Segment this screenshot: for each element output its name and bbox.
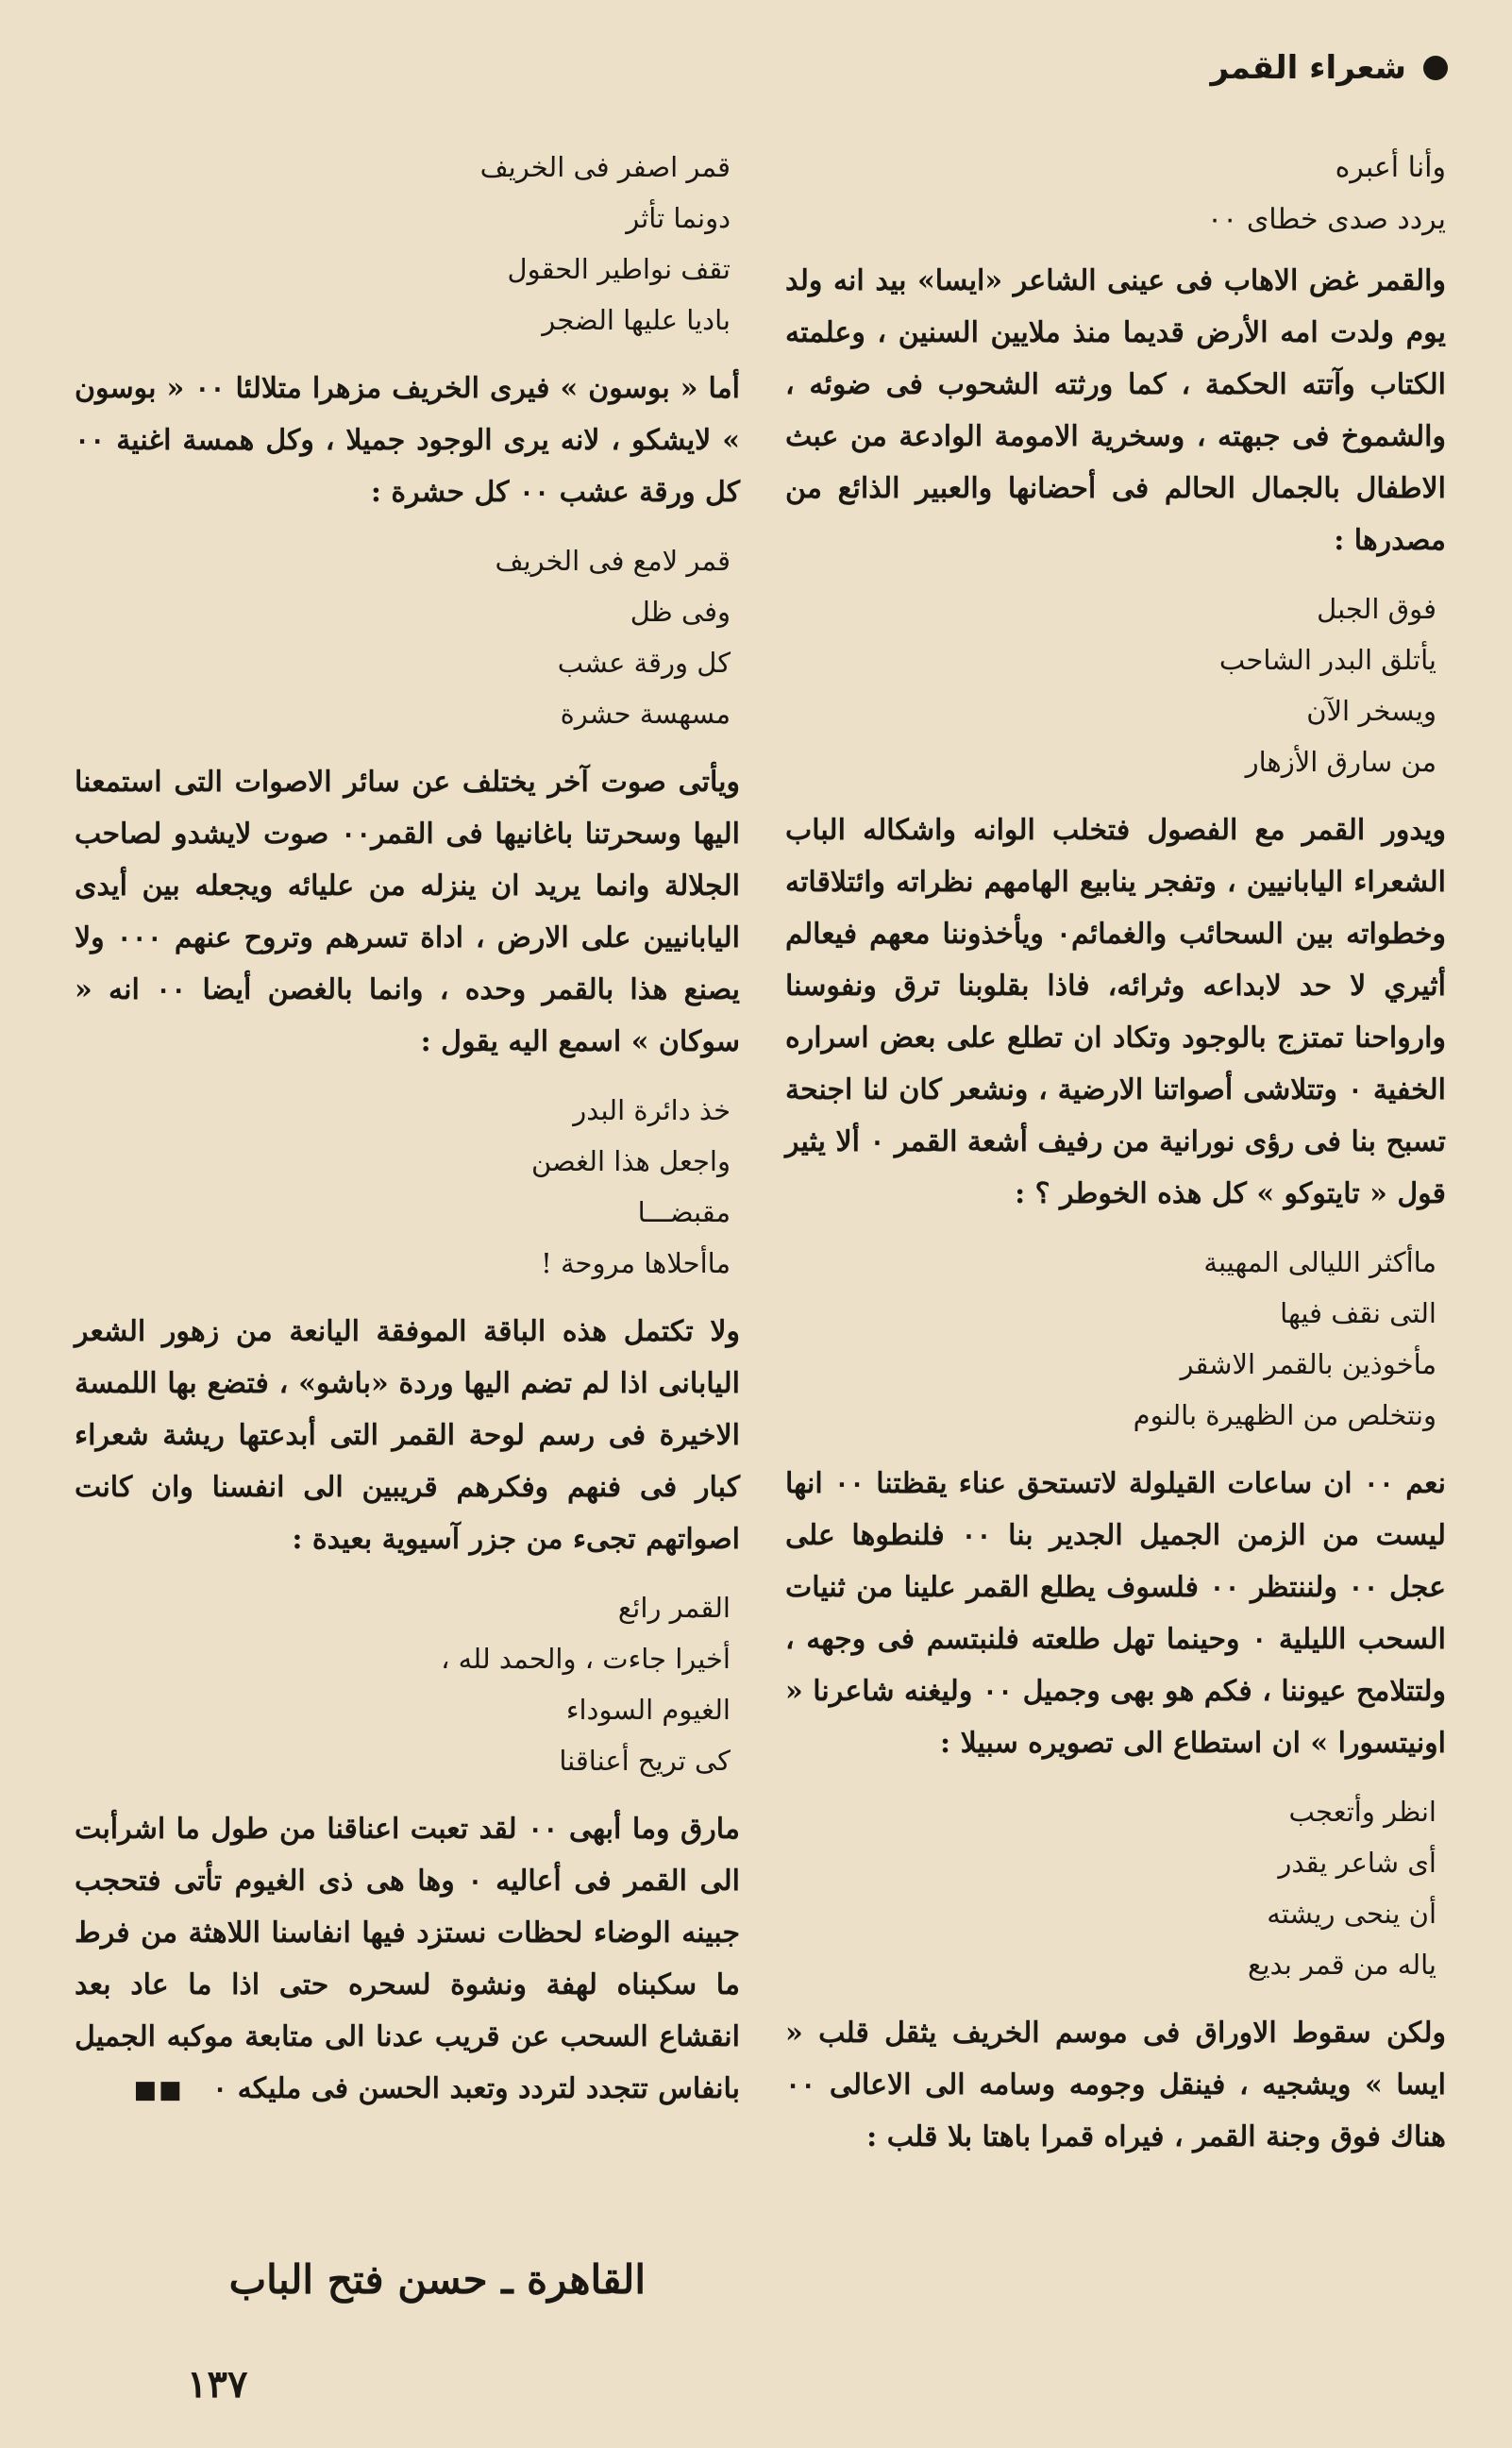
- verse-line: يأتلق البدر الشاحب: [1218, 644, 1436, 676]
- paragraph: والقمر غض الاهاب فى عينى الشاعر «ايسا» بيد انه ولد يوم ولدت امه الأرض قديما منذ ملايين السنين ، وعلمته الكتاب وآتته الحكمة ، كما ورثته الشحوب فى ضوئه ، والشموخ فى جبهته ، وسخرية الامومة الوادعة من عبث الاطفال بالجمال الحالم فى أحضانها والعبير الذائع من مصدرها :: [785, 264, 1447, 557]
- verse-line: ماأكثر الليالى المهيبة: [1203, 1246, 1436, 1278]
- verse-line: فوق الجبل: [1317, 593, 1436, 625]
- bullet-icon: [1423, 56, 1448, 80]
- verse-line: وأنا أعبره: [1335, 151, 1446, 184]
- poem-verse: [785, 1786, 1446, 1990]
- poem-verse: [75, 142, 740, 346]
- verse-line: ونتخلص من الظهيرة بالنوم: [1133, 1399, 1436, 1431]
- paragraph: نعم ٠٠ ان ساعات القيلولة لاتستحق عناء يقظتنا ٠٠ انها ليست من الزمن الجميل الجدير بنا ٠٠ فلنطوها على عجل ٠٠ ولننتظر ٠٠ فلسوف يطلع القمر علينا من ثنيات السحب الليلية ٠ وحينما تهل طلعته فلنبتسم فى وجهه ، ولتتلامح عيوننا ، فكم هو بهى وجميل ٠٠ وليغنه شاعرنا « اونيتسورا » ان استطاع الى تصويره سبيلا :: [785, 1467, 1446, 1760]
- paragraph: [75, 1803, 740, 2117]
- paragraph: ويأتى صوت آخر يختلف عن سائر الاصوات التى استمعنا اليها وسحرتنا باغانيها فى القمر٠٠ صوت لايشدو لصاحب الجلالة وانما يريد ان ينزله من عليائه ويجعله بين أيدى اليابانيين على الارض ، اداة تسرهم وتروح عنهم ٠٠٠ ولا يصنع هذا بالقمر وحده ، وانما بالغصن أيضا ٠٠ انه « سوكان » اسمع اليه يقول :: [75, 766, 740, 1058]
- page-number: ١٣٧: [187, 2362, 248, 2406]
- intro-verse: [785, 142, 1446, 245]
- verse-line: انظر وأتعجب: [1288, 1796, 1436, 1828]
- verse-line: الغيوم السوداء: [565, 1694, 731, 1726]
- verse-line: وفى ظل: [630, 596, 731, 628]
- paragraph: أما « بوسون » فيرى الخريف مزهرا متلالئا ٠٠ « بوسون » لايشكو ، لانه يرى الوجود جميلا ، وكل همسة اغنية ٠٠ كل ورقة عشب ٠٠ كل حشرة :: [75, 372, 741, 509]
- poem-verse: [785, 1237, 1446, 1441]
- paragraph: ولكن سقوط الاوراق فى موسم الخريف يثقل قلب « ايسا » ويشجيه ، فينقل وجومه وسامه الى الاعالى ٠٠ هناك فوق وجنة القمر ، فيراه قمرا باهتا بلا قلب :: [785, 2017, 1446, 2153]
- verse-line: ياله من قمر بديع: [1248, 1949, 1436, 1981]
- verse-line: مقبضـــا: [637, 1196, 731, 1228]
- end-mark: ■■: [133, 2076, 184, 2104]
- verse-line: أى شاعر يقدر: [1278, 1847, 1436, 1879]
- section-header: [1211, 49, 1449, 87]
- verse-line: ماأحلاها مروحة !: [541, 1247, 731, 1279]
- right-column: [785, 142, 1446, 2180]
- poem-verse: [75, 1582, 740, 1786]
- verse-line: يردد صدى خطاى ٠٠: [1207, 203, 1446, 236]
- paragraph-text: مارق وما أبهى ٠٠ لقد تعبت اعناقنا من طول ما اشرأبت الى القمر فى أعاليه ٠ وها هى ذى الغيوم تأتى فتحجب جبينه الوضاء لحظات نستزد فيها انفاسنا اللاهثة من فرط ما سكبناه لهفة ونشوة لسحره حتى اذا ما عاد بعد انقشاع السحب عن قريب عدنا الى متابعة موكبه الجميل بانفاس تتجدد لتردد وتعبد الحسن فى مليكه ٠: [75, 1813, 741, 2105]
- verse-line: قمر اصفر فى الخريف: [479, 151, 731, 183]
- verse-line: مسهسة حشرة: [560, 698, 731, 730]
- verse-line: كل ورقة عشب: [557, 647, 731, 679]
- verse-line: ويسخر الآن: [1306, 695, 1436, 727]
- verse-line: باديا عليها الضجر: [542, 304, 731, 336]
- verse-line: التى نقف فيها: [1280, 1297, 1436, 1329]
- poem-verse: [75, 1085, 740, 1289]
- verse-line: كى تريح أعناقنا: [559, 1745, 731, 1777]
- paragraph: ولا تكتمل هذه الباقة الموفقة اليانعة من زهور الشعر اليابانى اذا لم تضم اليها وردة «باشو» ، فتضع بها اللمسة الاخيرة فى رسم لوحة القمر التى أبدعتها ريشة شعراء كبار فى فنهم وفكرهم قريبين الى انفسنا وان كانت اصواتهم تجىء من جزر آسيوية بعيدة :: [75, 1315, 740, 1556]
- verse-line: من سارق الأزهار: [1245, 746, 1436, 778]
- verse-line: القمر رائع: [617, 1592, 731, 1624]
- poem-verse: [75, 535, 740, 739]
- poem-verse: [785, 583, 1446, 787]
- verse-line: قمر لامع فى الخريف: [495, 545, 731, 577]
- author-signature: القاهرة ـ حسن فتح الباب: [228, 2256, 646, 2303]
- verse-line: أن ينحى ريشته: [1267, 1898, 1436, 1930]
- paragraph: ويدور القمر مع الفصول فتخلب الوانه واشكاله الباب الشعراء اليابانيين ، وتفجر ينابيع الهامهم نظراته وائتلاقاته وخطواته بين السحائب والغمائم٠ ويأخذوننا معهم فيعالم أثيري لا حد لابداعه وثرائه، فاذا بقلوبنا ترق ونفوسنا وارواحنا تمتزج بالوجود وتكاد ان تطلع على بعض اسراره الخفية ٠ وتتلاشى أصواتنا الارضية ، ونشعر كان لنا اجنحة تسبح بنا فى رؤى نورانية من رفيف أشعة القمر ٠ ألا يثير قول « تايتوكو » كل هذه الخوطر ؟ :: [785, 814, 1446, 1210]
- section-title: شعراء القمر: [1210, 49, 1406, 87]
- verse-line: خذ دائرة البدر: [573, 1094, 731, 1126]
- left-column: [75, 142, 740, 2134]
- verse-line: دونما تأثر: [626, 202, 731, 234]
- verse-line: واجعل هذا الغصن: [530, 1145, 731, 1177]
- verse-line: تقف نواطير الحقول: [507, 253, 731, 285]
- verse-line: أخيرا جاءت ، والحمد لله ،: [441, 1643, 731, 1675]
- verse-line: مأخوذين بالقمر الاشقر: [1180, 1348, 1436, 1380]
